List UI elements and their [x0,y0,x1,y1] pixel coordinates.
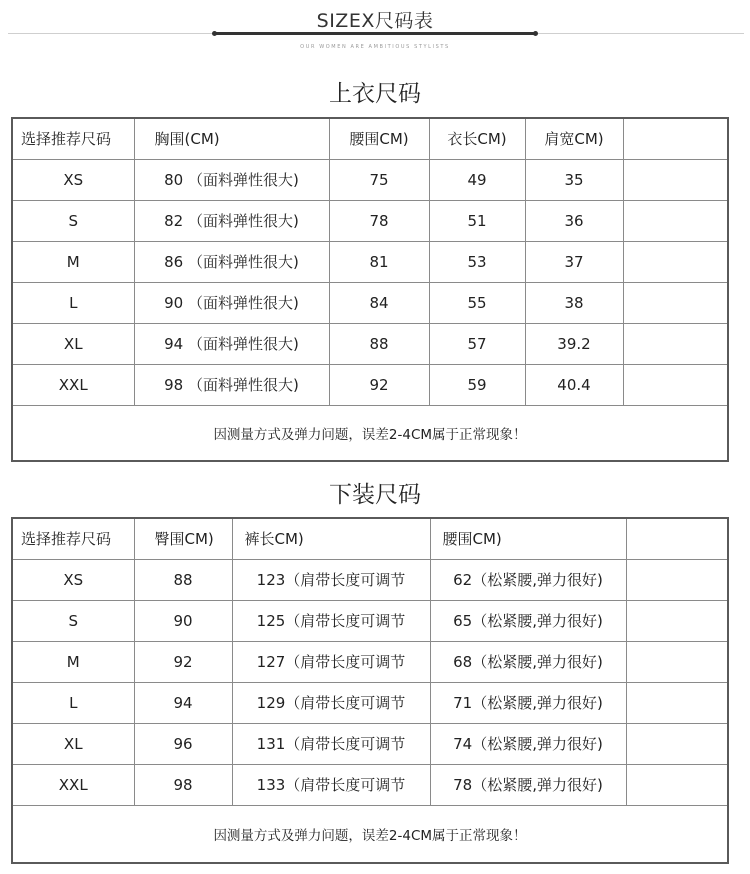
data-cell: 90 [134,600,232,641]
data-cell: 65（松紧腰,弹力很好) [430,600,626,641]
table-header-row [12,118,728,159]
accent-dot-left [212,31,217,36]
data-cell: 81 [329,241,429,282]
data-cell [623,323,728,364]
header-cell: 腰围CM) [329,118,429,159]
size-cell: XXL [12,364,134,405]
data-cell: 127（肩带长度可调节 [232,641,430,682]
data-cell [626,559,728,600]
data-cell: 96 [134,723,232,764]
data-cell: 84 [329,282,429,323]
data-cell: 94 [134,682,232,723]
table-row [12,364,728,405]
data-cell: 98 （面料弹性很大) [134,364,329,405]
data-cell: 131（肩带长度可调节 [232,723,430,764]
table-row [12,323,728,364]
data-cell [626,764,728,805]
data-cell: 36 [525,200,623,241]
header-cell: 选择推荐尺码 [12,118,134,159]
measurement-note: 因测量方式及弹力问题，误差2-4CM属于正常现象！ [12,405,728,461]
data-cell: 75 [329,159,429,200]
size-cell: S [12,200,134,241]
header-cell: 腰围CM) [430,518,626,559]
size-cell: XXL [12,764,134,805]
size-cell: M [12,641,134,682]
table-note-row [12,805,728,863]
data-cell: 78（松紧腰,弹力很好) [430,764,626,805]
data-cell [626,641,728,682]
size-cell: XL [12,323,134,364]
measurement-note: 因测量方式及弹力问题，误差2-4CM属于正常现象！ [12,805,728,863]
data-cell: 49 [429,159,525,200]
table-note-row [12,405,728,461]
table-row [12,600,728,641]
data-cell: 40.4 [525,364,623,405]
data-cell: 59 [429,364,525,405]
accent-dot-right [533,31,538,36]
data-cell: 88 [329,323,429,364]
data-cell: 62（松紧腰,弹力很好) [430,559,626,600]
data-cell: 123（肩带长度可调节 [232,559,430,600]
data-cell: 51 [429,200,525,241]
data-cell: 92 [134,641,232,682]
header-cell: 选择推荐尺码 [12,518,134,559]
data-cell: 35 [525,159,623,200]
table-row [12,200,728,241]
data-cell [623,241,728,282]
table-row [12,682,728,723]
header-cell [626,518,728,559]
data-cell [626,723,728,764]
data-cell: 92 [329,364,429,405]
data-cell: 98 [134,764,232,805]
table-row [12,723,728,764]
data-cell: 94 （面料弹性很大) [134,323,329,364]
header-title: SIZEX尺码表 [316,10,434,32]
data-cell: 86 （面料弹性很大) [134,241,329,282]
data-cell [623,282,728,323]
size-cell: M [12,241,134,282]
data-cell: 129（肩带长度可调节 [232,682,430,723]
header-cell: 裤长CM) [232,518,430,559]
table-row [12,159,728,200]
size-cell: S [12,600,134,641]
data-cell [626,600,728,641]
table-row [12,641,728,682]
data-cell: 88 [134,559,232,600]
data-cell: 90 （面料弹性很大) [134,282,329,323]
data-cell: 57 [429,323,525,364]
size-cell: XS [12,559,134,600]
size-cell: L [12,282,134,323]
header-cell: 肩宽CM) [525,118,623,159]
data-cell [623,200,728,241]
tops-size-table [11,117,729,462]
header-cell: 胸围(CM) [134,118,329,159]
header-tagline: OUR WOMEN ARE AMBITIOUS STYLISTS [300,44,450,50]
data-cell: 74（松紧腰,弹力很好) [430,723,626,764]
data-cell: 133（肩带长度可调节 [232,764,430,805]
tops-section-title: 上衣尺码 [329,81,421,107]
data-cell: 71（松紧腰,弹力很好) [430,682,626,723]
data-cell: 78 [329,200,429,241]
data-cell [623,159,728,200]
data-cell: 38 [525,282,623,323]
table-row [12,282,728,323]
size-cell: XS [12,159,134,200]
size-cell: XL [12,723,134,764]
header-cell: 衣长CM) [429,118,525,159]
size-cell: L [12,682,134,723]
table-row [12,764,728,805]
data-cell [626,682,728,723]
data-cell: 68（松紧腰,弹力很好) [430,641,626,682]
data-cell [623,364,728,405]
table-row [12,559,728,600]
data-cell: 80 （面料弹性很大) [134,159,329,200]
data-cell: 53 [429,241,525,282]
header-cell: 臀围CM) [134,518,232,559]
data-cell: 82 （面料弹性很大) [134,200,329,241]
data-cell: 37 [525,241,623,282]
bottoms-size-table [11,517,729,864]
header-accent-bar [214,32,536,35]
table-row [12,241,728,282]
bottoms-section-title: 下装尺码 [329,482,421,508]
header-cell [623,118,728,159]
data-cell: 55 [429,282,525,323]
data-cell: 39.2 [525,323,623,364]
table-header-row [12,518,728,559]
data-cell: 125（肩带长度可调节 [232,600,430,641]
